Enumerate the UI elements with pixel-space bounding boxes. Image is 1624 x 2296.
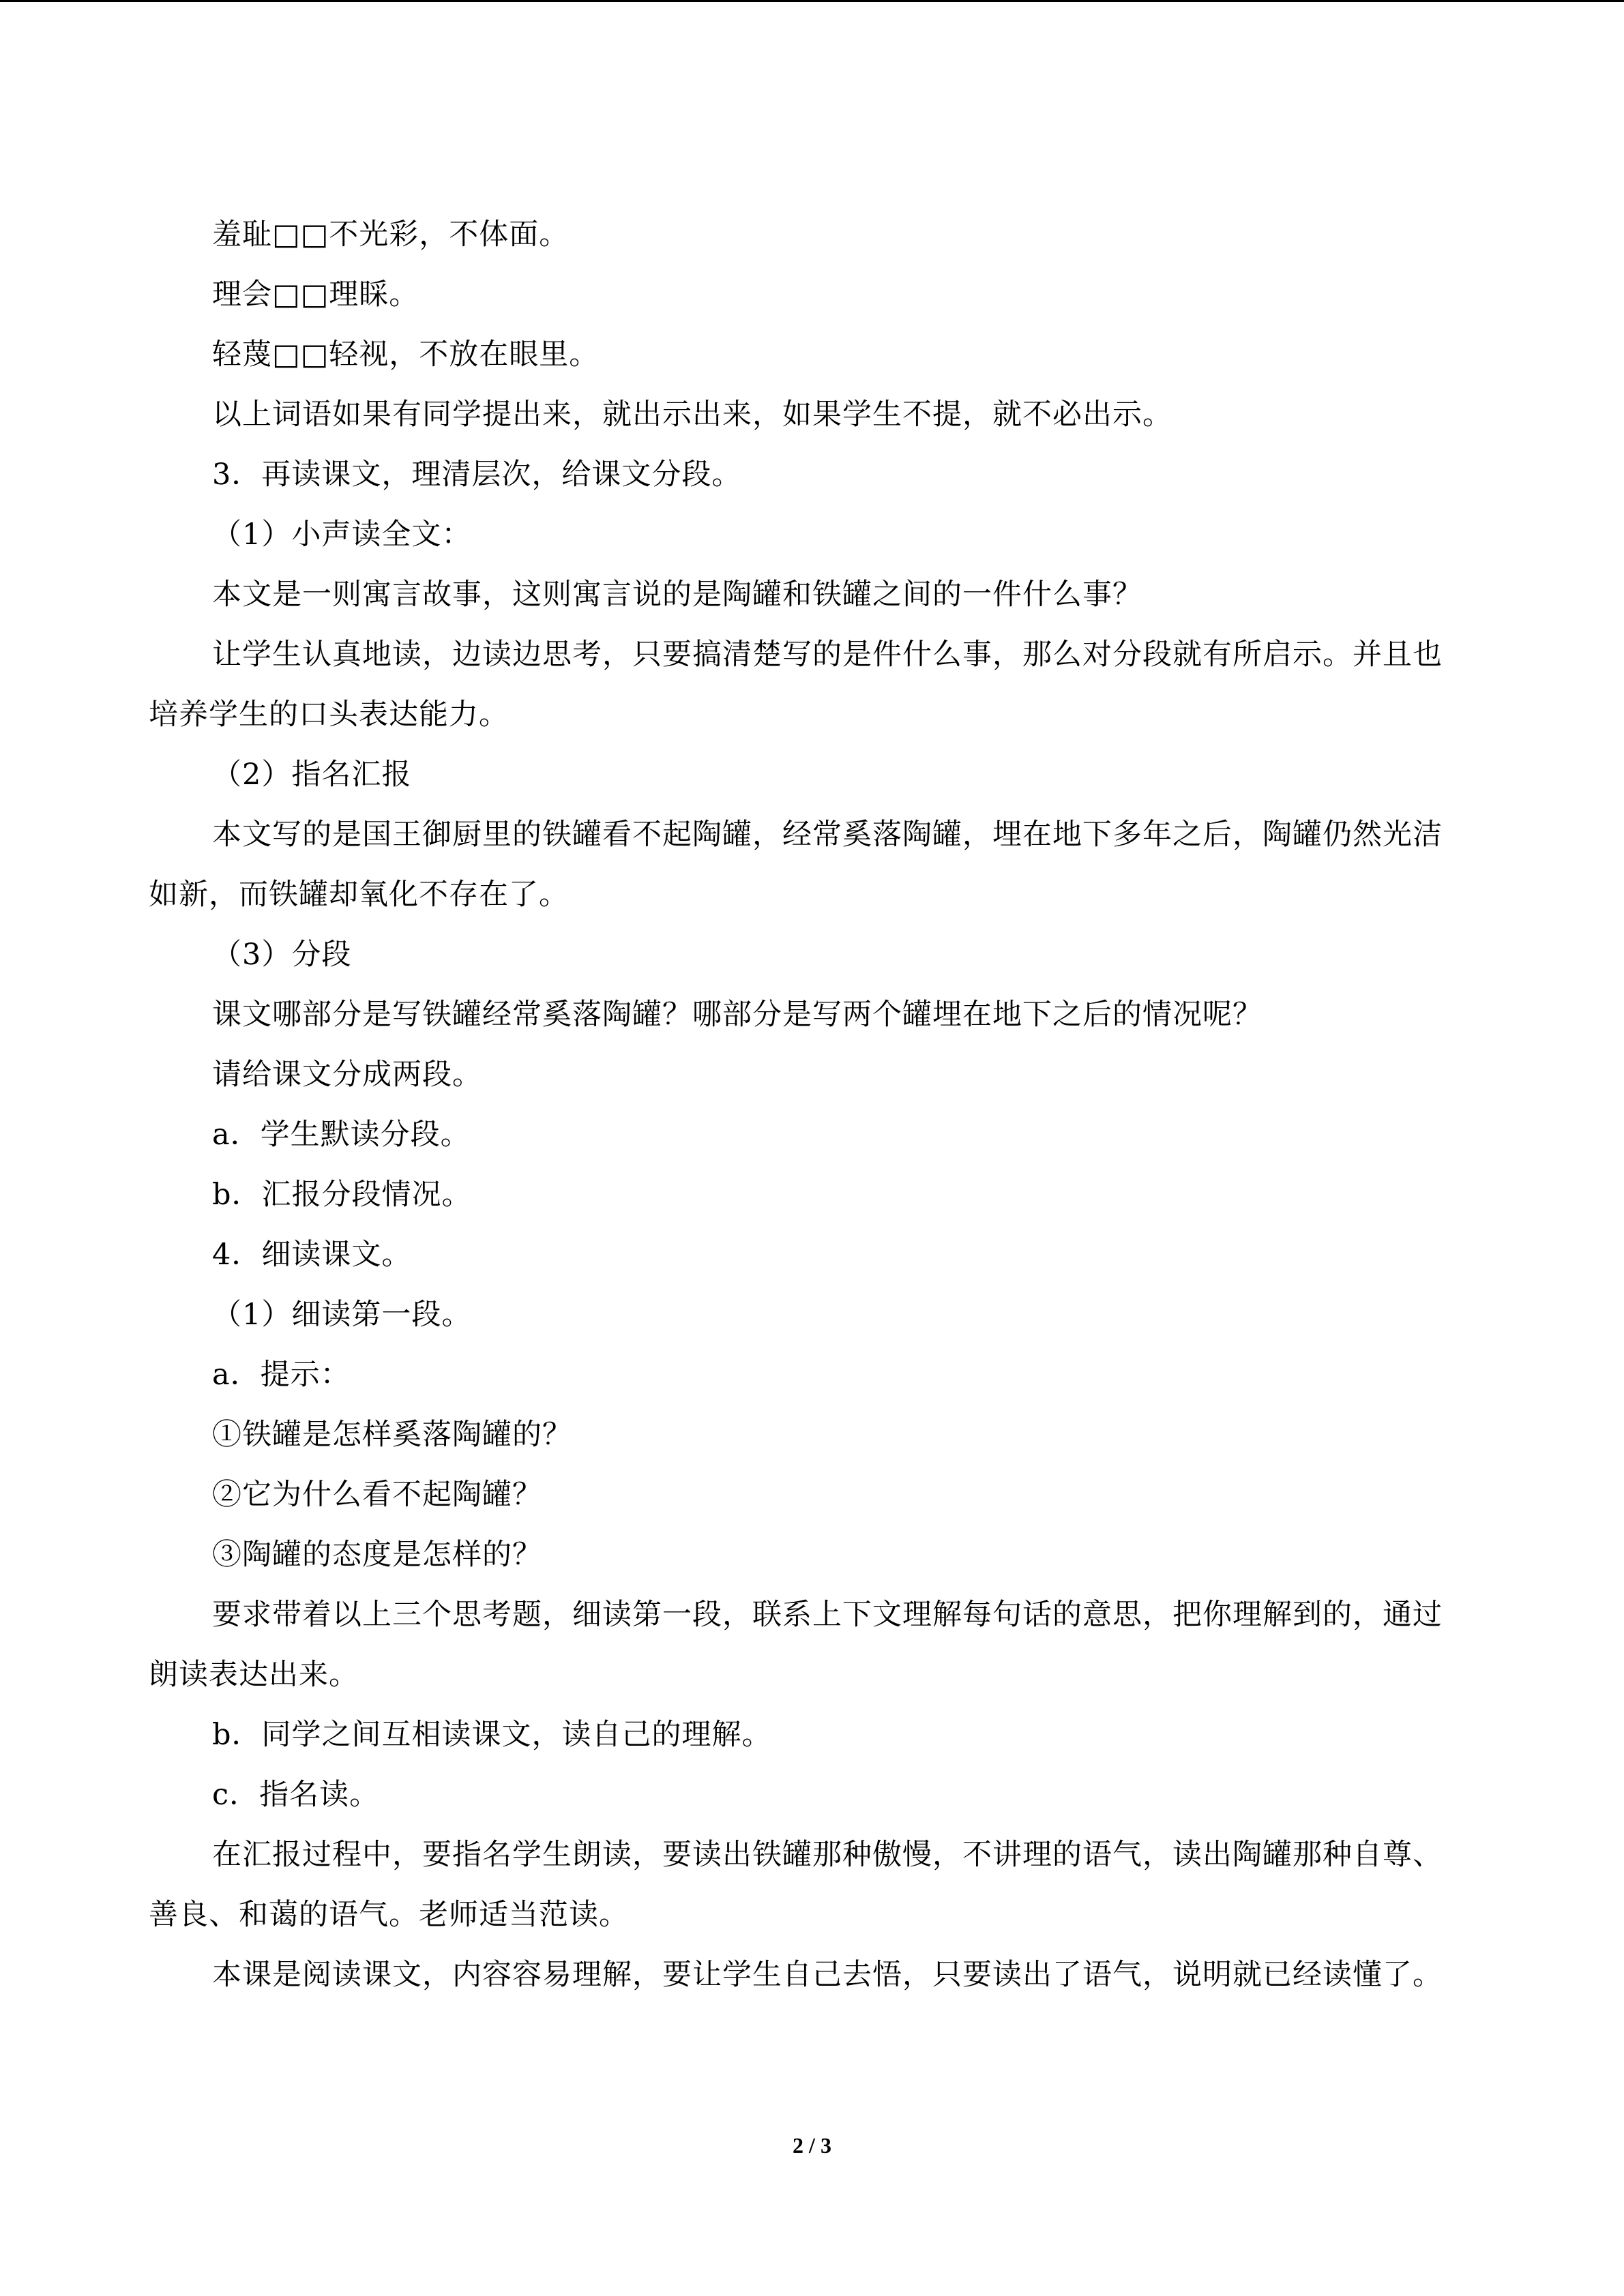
page-top-border: [0, 0, 1624, 2]
list-item: c．指名读。: [212, 1778, 380, 1812]
list-item: a．学生默读分段。: [212, 1118, 471, 1152]
paragraph: 本课是阅读课文，内容容易理解，要让学生自己去悟，只要读出了语气，说明就已经读懂了。: [212, 1958, 1443, 1992]
paragraph: 本文写的是国王御厨里的铁罐看不起陶罐，经常奚落陶罐，埋在地下多年之后，陶罐仍然光洁如新，而铁罐却氧化不存在了。: [149, 818, 1443, 912]
subsection-heading: （2）指名汇报: [212, 758, 412, 792]
page-number: 2 / 3: [793, 2133, 831, 2158]
paragraph: 以上词语如果有同学提出来，就出示出来，如果学生不提，就不必出示。: [212, 398, 1172, 432]
paragraph: 羞耻□□不光彩，不体面。: [212, 218, 570, 252]
subsection-heading: （3）分段: [212, 938, 352, 972]
paragraph: 要求带着以上三个思考题，细读第一段，联系上下文理解每句话的意思，把你理解到的，通过朗读表达出来。: [149, 1598, 1443, 1692]
subsection-heading: （1）小声读全文：: [212, 518, 472, 552]
list-item: b．汇报分段情况。: [212, 1178, 472, 1212]
paragraph: 轻蔑□□轻视，不放在眼里。: [212, 338, 600, 372]
list-item: a．提示：: [212, 1358, 351, 1392]
list-item: ③陶罐的态度是怎样的？: [212, 1538, 542, 1572]
paragraph: 请给课文分成两段。: [212, 1058, 482, 1092]
list-item: ①铁罐是怎样奚落陶罐的？: [212, 1418, 572, 1452]
list-item: b．同学之间互相读课文，读自己的理解。: [212, 1718, 772, 1752]
paragraph: 课文哪部分是写铁罐经常奚落陶罐？哪部分是写两个罐埋在地下之后的情况呢？: [212, 998, 1263, 1032]
paragraph: 在汇报过程中，要指名学生朗读，要读出铁罐那种傲慢，不讲理的语气，读出陶罐那种自尊、善良、和蔼的语气。老师适当范读。: [149, 1838, 1443, 1932]
list-item: ②它为什么看不起陶罐？: [212, 1478, 542, 1512]
subsection-heading: （1）细读第一段。: [212, 1298, 472, 1332]
section-heading: 4．细读课文。: [212, 1238, 412, 1272]
paragraph: 本文是一则寓言故事，这则寓言说的是陶罐和铁罐之间的一件什么事？: [212, 578, 1142, 612]
section-heading: 3．再读课文，理清层次，给课文分段。: [212, 458, 742, 492]
document-body: [149, 205, 1458, 2005]
paragraph: 让学生认真地读，边读边思考，只要搞清楚写的是件什么事，那么对分段就有所启示。并且也培养学生的口头表达能力。: [149, 638, 1443, 732]
paragraph: 理会□□理睬。: [212, 278, 419, 312]
